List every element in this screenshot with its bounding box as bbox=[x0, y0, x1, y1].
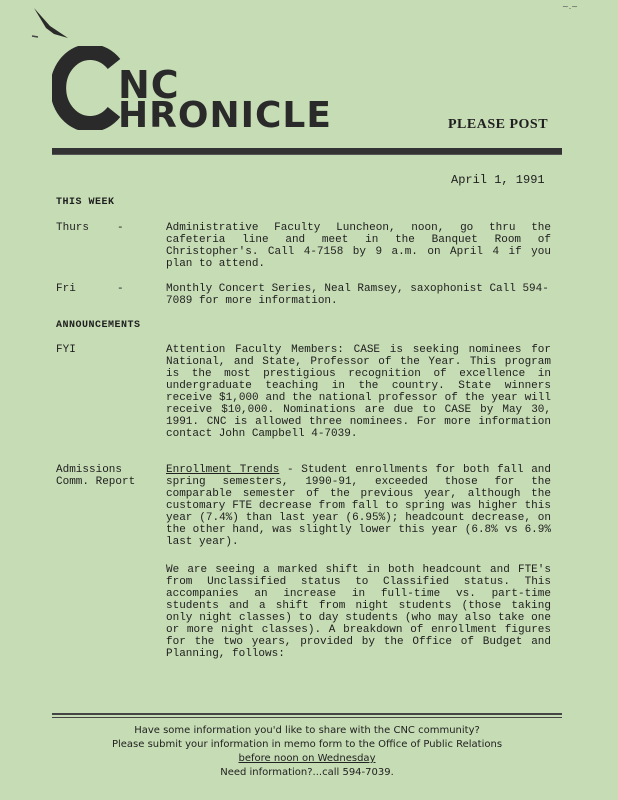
header-divider bbox=[52, 148, 562, 155]
thurs-text: Administrative Faculty Luncheon, noon, go thru the cafeteria line and meet in the Banquet Room of Christopher's. Call 4-7158 by 9 a.m. on April 4 if you plan to attend. bbox=[166, 222, 551, 270]
admissions-label-1: Admissions bbox=[56, 464, 123, 476]
logo-nc: NC bbox=[118, 63, 180, 107]
fri-dash: - bbox=[117, 283, 124, 295]
logo-hronicle: HRONICLE bbox=[118, 95, 332, 136]
fri-label: Fri bbox=[56, 283, 76, 295]
announcements-heading: ANNOUNCEMENTS bbox=[56, 320, 141, 331]
corner-mark: ~.~ bbox=[562, 2, 578, 11]
fri-text: Monthly Concert Series, Neal Ramsey, saxophonist Call 594-7089 for more information. bbox=[166, 283, 549, 307]
issue-date: April 1, 1991 bbox=[451, 173, 545, 187]
footer-deadline: before noon on Wednesday bbox=[238, 753, 376, 764]
thurs-label: Thurs bbox=[56, 222, 90, 234]
thurs-dash: - bbox=[117, 222, 124, 234]
bird-mark-icon bbox=[28, 6, 76, 46]
footer-divider-top bbox=[52, 713, 562, 715]
footer-line-4: Need information?...call 594-7039. bbox=[220, 767, 394, 778]
shift-paragraph: We are seeing a marked shift in both headcount and FTE's from Unclassified status to Classified status. This accompanies an increase in full-time vs. part-time students and a shift from night students (those taking only night classes) to day students (who may also take one or more night classes). A breakdown of enrollment figures for the two years, provided by the Office of Budget and Planning, follows: bbox=[166, 564, 551, 660]
admissions-label-2: Comm. Report bbox=[56, 476, 136, 488]
logo-c-letter bbox=[52, 46, 122, 130]
enrollment-text: - Student enrollments for both fall and spring semesters, 1990-91, exceeded those for the comparable semester of the previous year, although the customary FTE decrease from fall to spring was higher this year (7.4%) than last year (6.95%); headcount decrease, on the other hand, was slightly lower this year (6.8% vs 6.9% last year). bbox=[166, 464, 551, 548]
fyi-text: Attention Faculty Members: CASE is seeking nominees for National, and State, Professor of the Year. This program is the most prestigious recognition of excellence in undergraduate teaching in the country. State winners receive $1,000 and the national professor of the year will receive $10,000. Nominations are due to CASE by May 30, 1991. CNC is allowed three nominees. For more information contact John Campbell 4-7039. bbox=[166, 344, 551, 440]
fyi-label: FYI bbox=[56, 344, 76, 356]
enrollment-title: Enrollment Trends bbox=[166, 464, 280, 476]
footer-line-2: Please submit your information in memo form to the Office of Public Relations bbox=[111, 739, 503, 750]
enrollment-paragraph bbox=[166, 464, 551, 548]
please-post-label: PLEASE POST bbox=[448, 117, 549, 132]
this-week-heading: THIS WEEK bbox=[56, 197, 115, 208]
footer-line-3-wrap bbox=[52, 752, 562, 765]
footer-line-1: Have some information you'd like to share with the CNC community? bbox=[134, 725, 480, 736]
footer-divider-bottom bbox=[52, 717, 562, 718]
